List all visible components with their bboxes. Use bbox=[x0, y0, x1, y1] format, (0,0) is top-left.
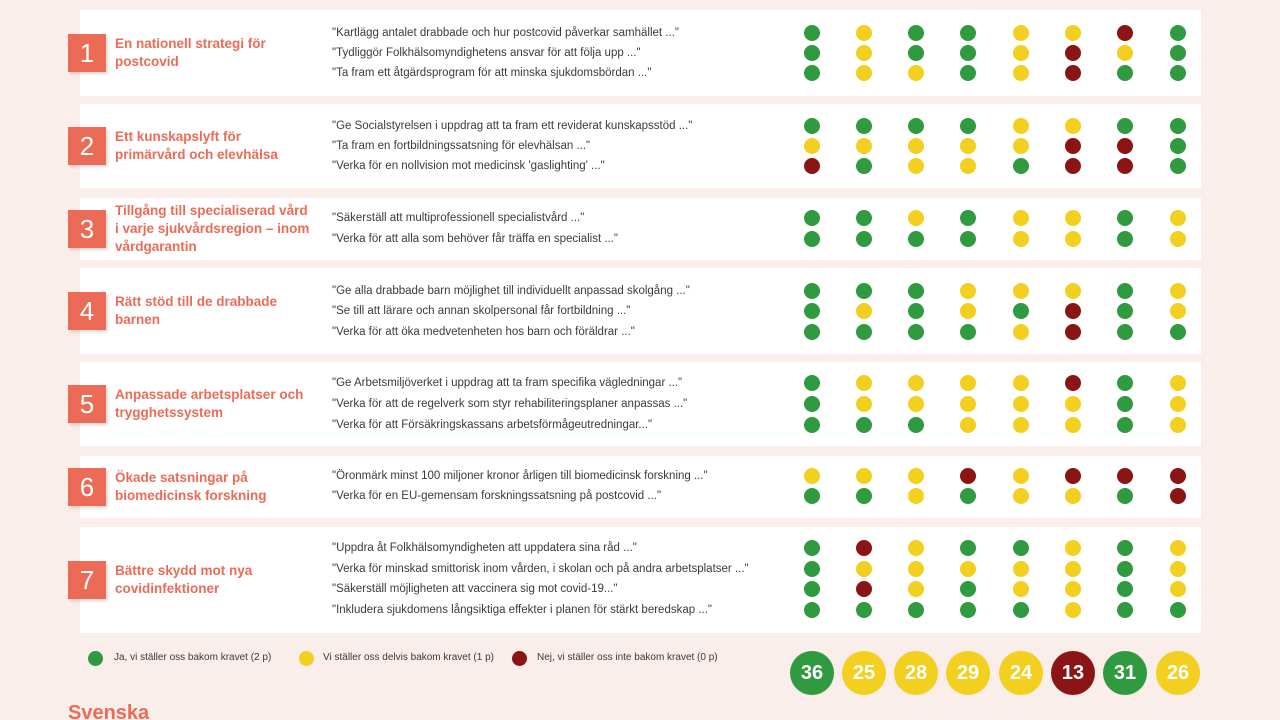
rating-dot bbox=[1013, 25, 1029, 41]
rating-dot bbox=[960, 231, 976, 247]
rating-dot bbox=[804, 65, 820, 81]
rating-dot bbox=[1065, 561, 1081, 577]
rating-dot bbox=[908, 488, 924, 504]
rating-dot bbox=[1065, 158, 1081, 174]
rating-dot bbox=[1013, 118, 1029, 134]
requirement-text: "Öronmärk minst 100 miljoner kronor årligen till biomedicinsk forskning ..." bbox=[332, 470, 708, 482]
rating-dot bbox=[1013, 417, 1029, 433]
score-total: 31 bbox=[1103, 651, 1147, 695]
rating-dot bbox=[1065, 118, 1081, 134]
rating-dot bbox=[1013, 283, 1029, 299]
requirement-text: "Verka för en nollvision mot medicinsk 'gaslighting' ..." bbox=[332, 160, 605, 172]
rating-dot bbox=[1117, 488, 1133, 504]
rating-dot bbox=[1013, 158, 1029, 174]
section-number-badge: 2 bbox=[68, 127, 106, 165]
rating-dot bbox=[856, 602, 872, 618]
rating-dot bbox=[1117, 65, 1133, 81]
rating-dot bbox=[908, 210, 924, 226]
rating-dot bbox=[804, 210, 820, 226]
rating-dot bbox=[960, 25, 976, 41]
requirement-text: "Verka för att öka medvetenheten hos barn och föräldrar ..." bbox=[332, 326, 635, 338]
section-title: En nationell strategi för postcovid bbox=[115, 36, 266, 69]
rating-dot bbox=[1013, 303, 1029, 319]
rating-dot bbox=[1170, 118, 1186, 134]
rating-dot bbox=[908, 118, 924, 134]
rating-dot bbox=[1013, 561, 1029, 577]
requirement-text: "Verka för att de regelverk som styr rehabiliteringsplaner anpassas ..." bbox=[332, 398, 688, 410]
section-title: Bättre skydd mot nya covidinfektioner bbox=[115, 563, 253, 596]
rating-dot bbox=[908, 540, 924, 556]
rating-dot bbox=[1117, 138, 1133, 154]
requirement-text: "Se till att lärare och annan skolpersonal får fortbildning ..." bbox=[332, 305, 631, 317]
section-title: Tillgång till specialiserad vård i varje sjukvårdsregion – inom vårdgarantin bbox=[115, 203, 310, 254]
rating-dot bbox=[1013, 138, 1029, 154]
rating-dot bbox=[1065, 324, 1081, 340]
rating-dot bbox=[856, 324, 872, 340]
rating-dot bbox=[804, 138, 820, 154]
rating-dot bbox=[908, 417, 924, 433]
requirement-text: "Ge Socialstyrelsen i uppdrag att ta fram ett reviderat kunskapsstöd ..." bbox=[332, 120, 693, 132]
rating-dot bbox=[856, 45, 872, 61]
rating-dot bbox=[908, 581, 924, 597]
section-title: Ökade satsningar på biomedicinsk forskning bbox=[115, 470, 267, 503]
rating-dot bbox=[908, 602, 924, 618]
rating-dot bbox=[908, 396, 924, 412]
rating-dot bbox=[856, 158, 872, 174]
rating-dot bbox=[1013, 65, 1029, 81]
rating-dot bbox=[960, 488, 976, 504]
rating-dot bbox=[1170, 231, 1186, 247]
section-number-badge: 7 bbox=[68, 561, 106, 599]
rating-dot bbox=[804, 231, 820, 247]
rating-dot bbox=[1170, 324, 1186, 340]
rating-dot bbox=[804, 25, 820, 41]
rating-dot bbox=[856, 488, 872, 504]
rating-dot bbox=[804, 540, 820, 556]
score-total: 25 bbox=[842, 651, 886, 695]
rating-dot bbox=[804, 118, 820, 134]
rating-dot bbox=[960, 417, 976, 433]
rating-dot bbox=[1170, 158, 1186, 174]
score-total: 24 bbox=[999, 651, 1043, 695]
legend-dot bbox=[512, 651, 527, 666]
rating-dot bbox=[1117, 468, 1133, 484]
rating-dot bbox=[856, 138, 872, 154]
rating-dot bbox=[856, 210, 872, 226]
rating-dot bbox=[1065, 581, 1081, 597]
rating-dot bbox=[960, 138, 976, 154]
rating-dot bbox=[804, 602, 820, 618]
legend-label: Vi ställer oss delvis bakom kravet (1 p) bbox=[323, 652, 494, 663]
rating-dot bbox=[1065, 417, 1081, 433]
rating-dot bbox=[1117, 118, 1133, 134]
rating-dot bbox=[804, 324, 820, 340]
rating-dot bbox=[1013, 231, 1029, 247]
rating-dot bbox=[908, 375, 924, 391]
rating-dot bbox=[856, 540, 872, 556]
rating-dot bbox=[1170, 561, 1186, 577]
rating-dot bbox=[1117, 417, 1133, 433]
rating-dot bbox=[908, 65, 924, 81]
section-number-badge: 6 bbox=[68, 468, 106, 506]
rating-dot bbox=[960, 65, 976, 81]
rating-dot bbox=[1170, 65, 1186, 81]
rating-dot bbox=[908, 283, 924, 299]
rating-dot bbox=[856, 417, 872, 433]
rating-dot bbox=[856, 375, 872, 391]
rating-dot bbox=[1170, 540, 1186, 556]
section-number-badge: 5 bbox=[68, 385, 106, 423]
rating-dot bbox=[804, 417, 820, 433]
rating-dot bbox=[1170, 303, 1186, 319]
rating-dot bbox=[1013, 468, 1029, 484]
rating-dot bbox=[1065, 540, 1081, 556]
rating-dot bbox=[1117, 45, 1133, 61]
rating-dot bbox=[804, 45, 820, 61]
rating-dot bbox=[960, 158, 976, 174]
rating-dot bbox=[960, 468, 976, 484]
rating-dot bbox=[1170, 375, 1186, 391]
rating-dot bbox=[1117, 561, 1133, 577]
rating-dot bbox=[804, 158, 820, 174]
rating-dot bbox=[1065, 602, 1081, 618]
rating-dot bbox=[1117, 396, 1133, 412]
rating-dot bbox=[908, 25, 924, 41]
section-number-badge: 1 bbox=[68, 34, 106, 72]
rating-dot bbox=[908, 561, 924, 577]
rating-dot bbox=[1065, 65, 1081, 81]
rating-dot bbox=[908, 468, 924, 484]
requirement-text: "Ge alla drabbade barn möjlighet till individuellt anpassad skolgång ..." bbox=[332, 285, 690, 297]
rating-dot bbox=[960, 210, 976, 226]
rating-dot bbox=[960, 303, 976, 319]
rating-dot bbox=[856, 25, 872, 41]
rating-dot bbox=[1065, 396, 1081, 412]
rating-dot bbox=[1170, 488, 1186, 504]
requirement-text: "Säkerställ möjligheten att vaccinera sig mot covid-19..." bbox=[332, 583, 618, 595]
rating-dot bbox=[1170, 210, 1186, 226]
section-number-badge: 4 bbox=[68, 292, 106, 330]
rating-dot bbox=[1065, 25, 1081, 41]
requirement-text: "Kartlägg antalet drabbade och hur postcovid påverkar samhället ..." bbox=[332, 27, 679, 39]
rating-dot bbox=[960, 45, 976, 61]
rating-dot bbox=[856, 65, 872, 81]
rating-dot bbox=[804, 375, 820, 391]
requirement-text: "Uppdra åt Folkhälsomyndigheten att uppdatera sina råd ..." bbox=[332, 542, 637, 554]
rating-dot bbox=[1170, 138, 1186, 154]
rating-dot bbox=[804, 561, 820, 577]
score-total: 26 bbox=[1156, 651, 1200, 695]
rating-dot bbox=[1013, 375, 1029, 391]
rating-dot bbox=[1065, 375, 1081, 391]
rating-dot bbox=[960, 540, 976, 556]
score-total: 36 bbox=[790, 651, 834, 695]
requirement-text: "Verka för att Försäkringskassans arbetsförmågeutredningar..." bbox=[332, 419, 653, 431]
rating-dot bbox=[1117, 303, 1133, 319]
section-title: Ett kunskapslyft för primärvård och elevhälsa bbox=[115, 129, 278, 162]
rating-dot bbox=[1013, 45, 1029, 61]
requirement-text: "Ge Arbetsmiljöverket i uppdrag att ta fram specifika vägledningar ..." bbox=[332, 377, 683, 389]
rating-dot bbox=[1170, 396, 1186, 412]
rating-dot bbox=[908, 138, 924, 154]
rating-dot bbox=[856, 561, 872, 577]
requirement-text: "Verka för en EU-gemensam forskningssatsning på postcovid ..." bbox=[332, 490, 662, 502]
legend-dot bbox=[88, 651, 103, 666]
rating-dot bbox=[1065, 138, 1081, 154]
rating-dot bbox=[1117, 210, 1133, 226]
rating-dot bbox=[908, 324, 924, 340]
rating-dot bbox=[960, 375, 976, 391]
score-total: 28 bbox=[894, 651, 938, 695]
rating-dot bbox=[1170, 25, 1186, 41]
rating-dot bbox=[1013, 602, 1029, 618]
rating-dot bbox=[1117, 375, 1133, 391]
rating-dot bbox=[856, 303, 872, 319]
requirement-text: "Ta fram ett åtgärdsprogram för att minska sjukdomsbördan ..." bbox=[332, 67, 652, 79]
rating-dot bbox=[908, 45, 924, 61]
rating-dot bbox=[856, 396, 872, 412]
requirement-text: "Verka för minskad smittorisk inom vården, i skolan och på andra arbetsplatser ..." bbox=[332, 563, 749, 575]
rating-dot bbox=[1117, 581, 1133, 597]
rating-dot bbox=[960, 396, 976, 412]
rating-dot bbox=[856, 231, 872, 247]
rating-dot bbox=[960, 561, 976, 577]
rating-dot bbox=[1013, 581, 1029, 597]
rating-dot bbox=[1065, 283, 1081, 299]
rating-dot bbox=[1065, 303, 1081, 319]
requirement-text: "Verka för att alla som behöver får träffa en specialist ..." bbox=[332, 233, 619, 245]
requirement-text: "Ta fram en fortbildningssatsning för elevhälsan ..." bbox=[332, 140, 591, 152]
requirement-text: "Inkludera sjukdomens långsiktiga effekter i planen för stärkt beredskap ..." bbox=[332, 604, 712, 616]
rating-dot bbox=[1170, 602, 1186, 618]
rating-dot bbox=[1117, 324, 1133, 340]
score-total: 13 bbox=[1051, 651, 1095, 695]
score-total: 29 bbox=[946, 651, 990, 695]
rating-dot bbox=[804, 303, 820, 319]
rating-dot bbox=[1013, 488, 1029, 504]
rating-dot bbox=[960, 581, 976, 597]
rating-dot bbox=[804, 283, 820, 299]
rating-dot bbox=[960, 324, 976, 340]
brand-text: Svenska bbox=[68, 702, 150, 720]
rating-dot bbox=[856, 468, 872, 484]
rating-dot bbox=[1065, 231, 1081, 247]
legend-label: Ja, vi ställer oss bakom kravet (2 p) bbox=[114, 652, 272, 663]
rating-dot bbox=[1117, 231, 1133, 247]
rating-dot bbox=[1170, 417, 1186, 433]
rating-dot bbox=[856, 118, 872, 134]
rating-dot bbox=[856, 581, 872, 597]
section-number-badge: 3 bbox=[68, 210, 106, 248]
rating-dot bbox=[1013, 210, 1029, 226]
rating-dot bbox=[1170, 45, 1186, 61]
rating-dot bbox=[1013, 324, 1029, 340]
rating-dot bbox=[1170, 468, 1186, 484]
rating-dot bbox=[1013, 396, 1029, 412]
rating-dot bbox=[1117, 25, 1133, 41]
rating-dot bbox=[1170, 283, 1186, 299]
rating-dot bbox=[804, 468, 820, 484]
requirement-text: "Säkerställ att multiprofessionell specialistvård ..." bbox=[332, 212, 585, 224]
rating-dot bbox=[804, 396, 820, 412]
rating-dot bbox=[1065, 45, 1081, 61]
rating-dot bbox=[1065, 468, 1081, 484]
rating-dot bbox=[1117, 158, 1133, 174]
rating-dot bbox=[960, 602, 976, 618]
rating-dot bbox=[1117, 283, 1133, 299]
rating-dot bbox=[908, 303, 924, 319]
section-title: Anpassade arbetsplatser och trygghetssystem bbox=[115, 387, 304, 420]
rating-dot bbox=[1117, 540, 1133, 556]
section-title: Rätt stöd till de drabbade barnen bbox=[115, 294, 278, 327]
rating-dot bbox=[960, 283, 976, 299]
rating-dot bbox=[960, 118, 976, 134]
rating-dot bbox=[1013, 540, 1029, 556]
rating-dot bbox=[908, 158, 924, 174]
rating-dot bbox=[856, 283, 872, 299]
requirement-text: "Tydliggör Folkhälsomyndighetens ansvar för att följa upp ..." bbox=[332, 47, 641, 59]
rating-dot bbox=[804, 488, 820, 504]
rating-dot bbox=[1065, 488, 1081, 504]
rating-dot bbox=[908, 231, 924, 247]
legend-label: Nej, vi ställer oss inte bakom kravet (0 p) bbox=[537, 652, 718, 663]
legend-dot bbox=[299, 651, 314, 666]
rating-dot bbox=[1117, 602, 1133, 618]
rating-dot bbox=[804, 581, 820, 597]
rating-dot bbox=[1065, 210, 1081, 226]
rating-dot bbox=[1170, 581, 1186, 597]
